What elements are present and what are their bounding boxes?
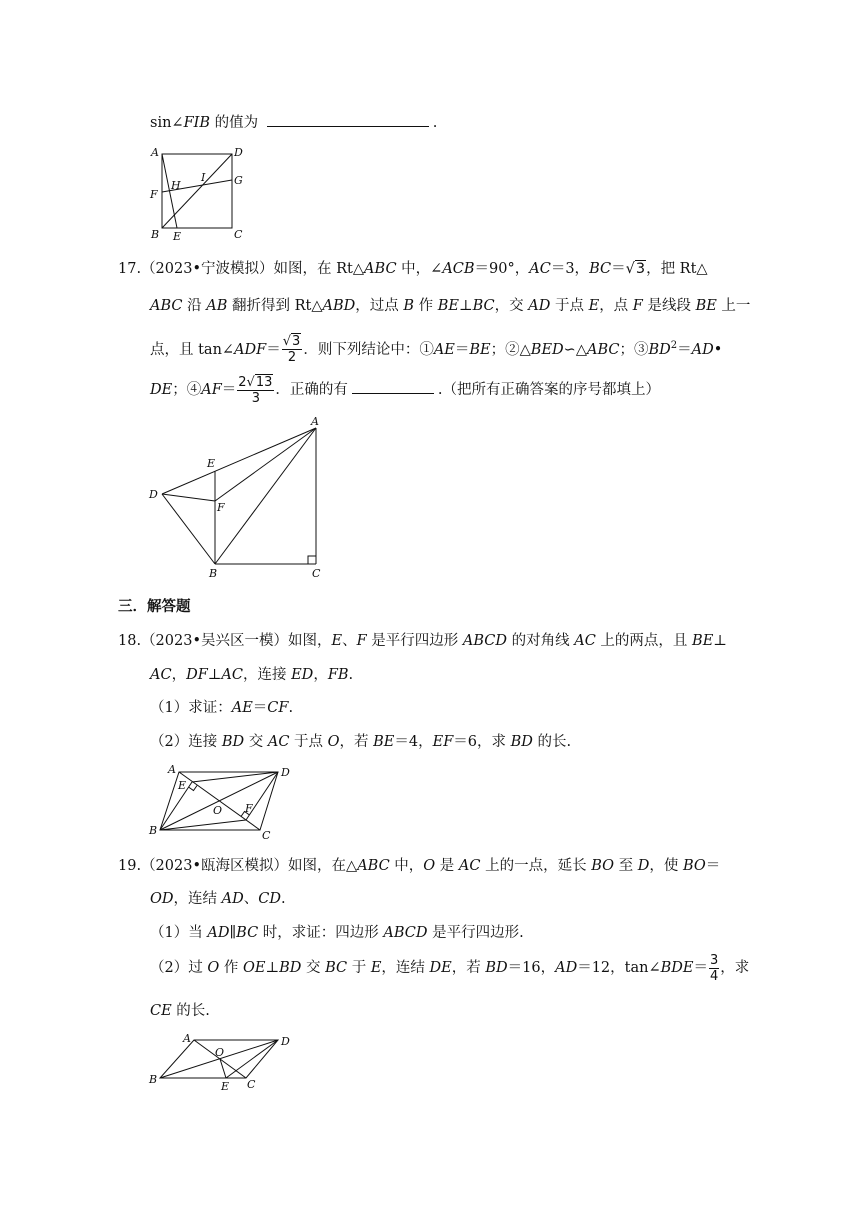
label-e: E — [178, 779, 187, 792]
q17-line-4: DE；④AF＝ $\frac{2√13}{3}$ ．正确的有 .（把所有正确答案的序号都填上） — [150, 374, 660, 406]
fraction-3-over-4: $\frac{3}{4}$ — [710, 952, 719, 984]
section-title: 三．解答题 — [118, 599, 191, 615]
label-f: F — [245, 802, 253, 815]
label-a: A — [168, 763, 176, 776]
q17-line-2: ABC 沿 AB 翻折得到 Rt△ABD，过点 B 作 BE⊥BC，交 AD 于点 E，点 F 是线段 BE 上一 — [150, 298, 751, 314]
answer-blank — [352, 379, 434, 394]
q19-part-2: （2）过 O 作 OE⊥BD 交 BC 于 E，连结 DE，若 BD＝16，AD＝12，tan∠BDE＝ $\frac{3}{4}$ ，求 — [150, 952, 750, 984]
label-o: O — [215, 1046, 225, 1059]
line-ab — [215, 428, 316, 564]
q19-line-5: CE 的长. — [150, 1003, 210, 1019]
label-d: D — [234, 146, 243, 159]
label-i: I — [201, 171, 206, 184]
line-ed — [192, 772, 278, 782]
q16-figure — [145, 142, 245, 246]
line-db — [162, 494, 215, 564]
label-d: D — [149, 488, 158, 501]
q16-tail-line: sin∠FIB 的值为 . — [150, 112, 437, 134]
label-f: F — [150, 188, 158, 201]
label-b: B — [209, 567, 218, 580]
line-de — [226, 1040, 278, 1078]
q17-line-1: 17.（2023•宁波模拟）如图，在 Rt△ABC 中，∠ACB＝90°，AC＝3，BC＝√3，把 Rt△ — [118, 261, 708, 277]
q19-figure — [142, 1030, 302, 1094]
label-a: A — [151, 146, 159, 159]
label-a: A — [183, 1032, 191, 1045]
q18-figure — [142, 760, 302, 844]
label-c: C — [247, 1078, 256, 1091]
line-be — [160, 782, 192, 830]
line-fb — [160, 820, 246, 830]
label-b: B — [149, 824, 158, 837]
q19-line-2: OD，连结 AD、CD. — [150, 891, 286, 907]
label-g: G — [234, 174, 243, 187]
label-c: C — [262, 829, 271, 842]
label-c: C — [312, 567, 321, 580]
label-d: D — [281, 766, 290, 779]
line-df — [162, 494, 215, 501]
q18-part-1: （1）求证：AE＝CF. — [150, 700, 294, 716]
label-f: F — [217, 501, 225, 514]
q17-figure — [140, 414, 340, 586]
label-a: A — [311, 415, 319, 428]
label-e: E — [221, 1080, 230, 1093]
line-oe — [220, 1059, 226, 1078]
answer-blank — [267, 112, 429, 127]
label-h: H — [171, 179, 181, 192]
label-b: B — [149, 1073, 158, 1086]
q19-line-1: 19.（2023•瓯海区模拟）如图，在△ABC 中，O 是 AC 上的一点，延长 BO 至 D，使 BO＝ — [118, 858, 721, 874]
q18-part-2: （2）连接 BD 交 AC 于点 O，若 BE＝4，EF＝6，求 BD 的长. — [150, 734, 572, 750]
q18-line-2: AC，DF⊥AC，连接 ED，FB. — [150, 667, 354, 683]
label-d: D — [281, 1035, 290, 1048]
label-e: E — [207, 457, 216, 470]
q17-line-3: 点，且 tan∠ADF＝ $\frac{√3}{2}$ ．则下列结论中：①AE＝BE；②△BED∽△ABC；$③BD^2=AD•$ — [150, 334, 723, 366]
sqrt-3: √3 — [625, 261, 646, 277]
right-angle-c — [308, 556, 316, 564]
fraction-2sqrt13-over-3: $\frac{2√13}{3}$ — [238, 374, 273, 406]
q18-line-1: 18.（2023•吴兴区一模）如图，E、F 是平行四边形 ABCD 的对角线 AC 上的两点，且 BE⊥ — [118, 633, 727, 649]
label-o: O — [213, 804, 223, 817]
q19-part-1: （1）当 AD∥BC 时，求证：四边形 ABCD 是平行四边形. — [150, 925, 524, 941]
right-angle-e — [189, 786, 198, 791]
label-c: C — [234, 228, 243, 241]
fraction-sqrt3-over-2: $\frac{√3}{2}$ — [282, 334, 301, 366]
label-e: E — [173, 230, 182, 243]
label-b: B — [151, 228, 160, 241]
